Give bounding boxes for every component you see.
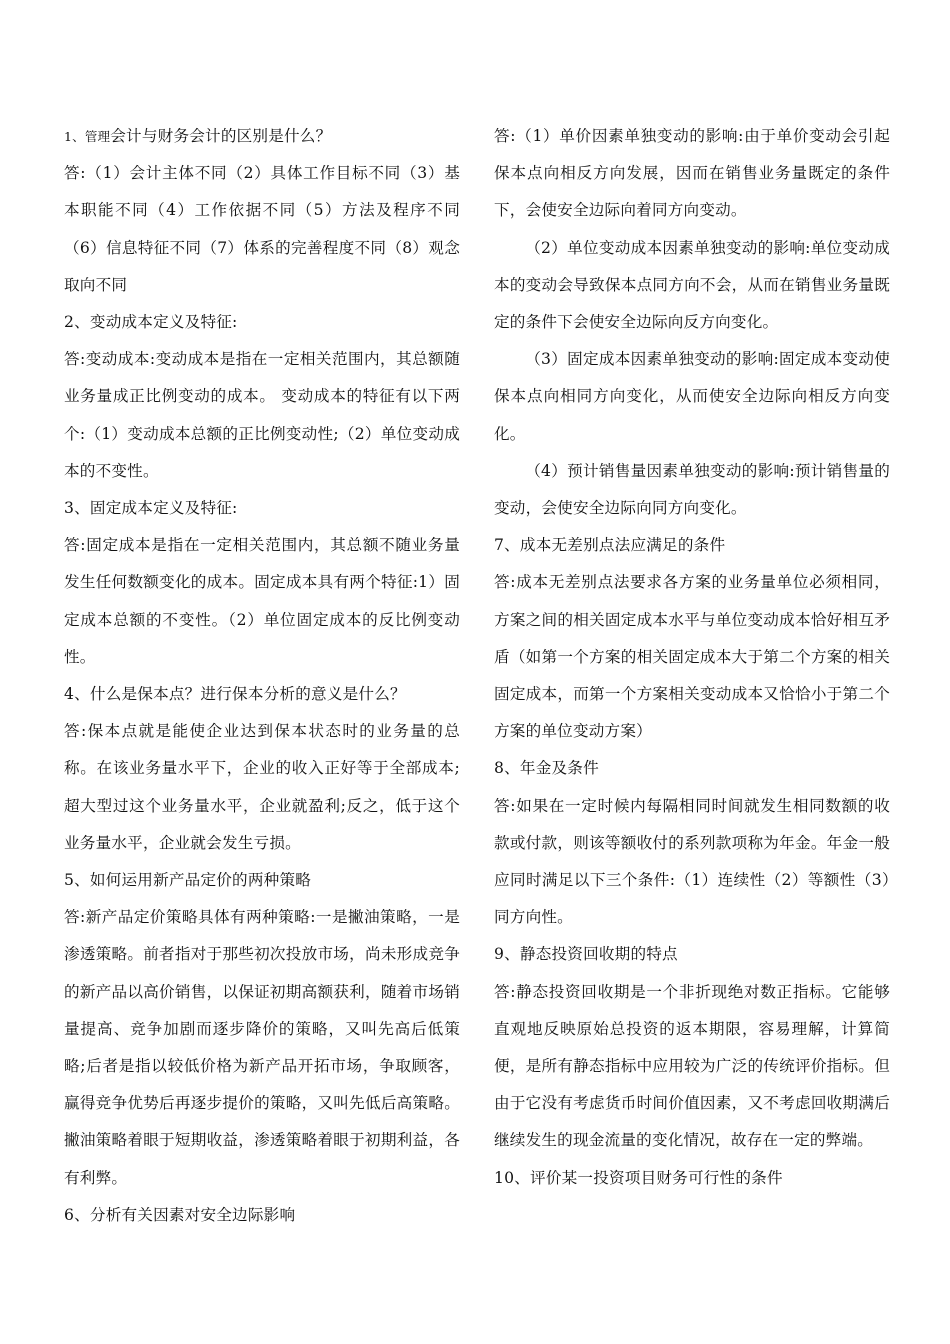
answer-8: 答:如果在一定时候内每隔相同时间就发生相同数额的收款或付款，则该等额收付的系列款项称为年金。年金一般应同时满足以下三个条件:（1）连续性（2）等额性（3）同方向性。 <box>494 796 890 927</box>
answer-6-part-4: （4）预计销售量因素单独变动的影响:预计销售量的变动，会使安全边际向同方向变化。 <box>494 461 890 518</box>
answer-4: 答:保本点就是能使企业达到保本状态时的业务量的总称。在该业务量水平下，企业的收入正好等于全部成本;超大型过这个业务量水平，企业就盈利;反之，低于这个业务量水平，企业就会发生亏损。 <box>64 722 460 852</box>
answer-5: 答:新产品定价策略具体有两种策略:一是撇油策略，一是渗透策略。前者指对于那些初次投放市场，尚未形成竞争的新产品以高价销售，以保证初期高额获利，随着市场销量提高、竞争加剧而逐步降价的策略，又叫先高后低策略;后者是指以较低价格为新产品开拓市场，争取顾客，赢得竞争优势后再逐步提价的策略，又叫先低后高策略。撇油策略着眼于短期收益，渗透策略着眼于初期利益，各有利弊。 <box>64 908 460 1187</box>
answer-6-part-2: （2）单位变动成本因素单独变动的影响:单位变动成本的变动会导致保本点同方向不会，从而在销售业务量既定的条件下会使安全边际向反方向变化。 <box>494 238 890 332</box>
answer-2: 答:变动成本:变动成本是指在一定相关范围内，其总额随业务量成正比例变动的成本。 变动成本的特征有以下两个:（1）变动成本总额的正比例变动性;（2）单位变动成本的不变性。 <box>64 350 460 480</box>
answer-7: 答:成本无差别点法要求各方案的业务量单位必须相同，方案之间的相关固定成本水平与单位变动成本恰好相互矛盾（如第一个方案的相关固定成本大于第二个方案的相关固定成本，而第一个方案相关变动成本又恰恰小于第二个方案的单位变动方案） <box>494 573 890 741</box>
question-7: 7、成本无差别点法应满足的条件 <box>494 536 726 555</box>
question-10: 10、评价某一投资项目财务可行性的条件 <box>494 1168 783 1187</box>
question-1-text: 会计与财务会计的区别是什么？ <box>110 127 332 145</box>
answer-3: 答:固定成本是指在一定相关范围内，其总额不随业务量发生任何数额变化的成本。固定成本具有两个特征:1）固定成本总额的不变性。（2）单位固定成本的反比例变动性。 <box>64 536 460 666</box>
question-1 <box>64 118 460 155</box>
question-8: 8、年金及条件 <box>494 759 599 778</box>
question-5: 5、如何运用新产品定价的两种策略 <box>64 871 312 890</box>
answer-6-part-1: 答:（1）单价因素单独变动的影响:由于单价变动会引起保本点向相反方向发展，因而在销售业务量既定的条件下，会使安全边际向着同方向变动。 <box>494 127 890 220</box>
answer-6-part-3: （3）固定成本因素单独变动的影响:固定成本变动使保本点向相同方向变化，从而使安全边际向相反方向变化。 <box>494 350 890 443</box>
question-2: 2、变动成本定义及特征: <box>64 313 238 332</box>
question-6: 6、分析有关因素对安全边际影响 <box>64 1205 296 1224</box>
question-9: 9、静态投资回收期的特点 <box>494 945 678 964</box>
question-4: 4、什么是保本点？进行保本分析的意义是什么？ <box>64 685 406 704</box>
question-1-number: 1、 <box>64 129 85 144</box>
question-1-lead: 管理 <box>84 129 111 144</box>
answer-9: 答:静态投资回收期是一个非折现绝对数正指标。它能够直观地反映原始总投资的返本期限，容易理解，计算简便，是所有静态指标中应用较为广泛的传统评价指标。但由于它没有考虑货币时间价值因素，又不考虑回收期满后继续发生的现金流量的变化情况，故存在一定的弊端。 <box>494 982 890 1150</box>
answer-1: 答:（1）会计主体不同（2）具体工作目标不同（3）基本职能不同（4）工作依据不同（5）方法及程序不同（6）信息特征不同（7）体系的完善程度不同（8）观念取向不同 <box>64 164 460 294</box>
left-column <box>64 118 460 1234</box>
right-column <box>494 118 890 1197</box>
question-3: 3、固定成本定义及特征: <box>64 499 238 518</box>
